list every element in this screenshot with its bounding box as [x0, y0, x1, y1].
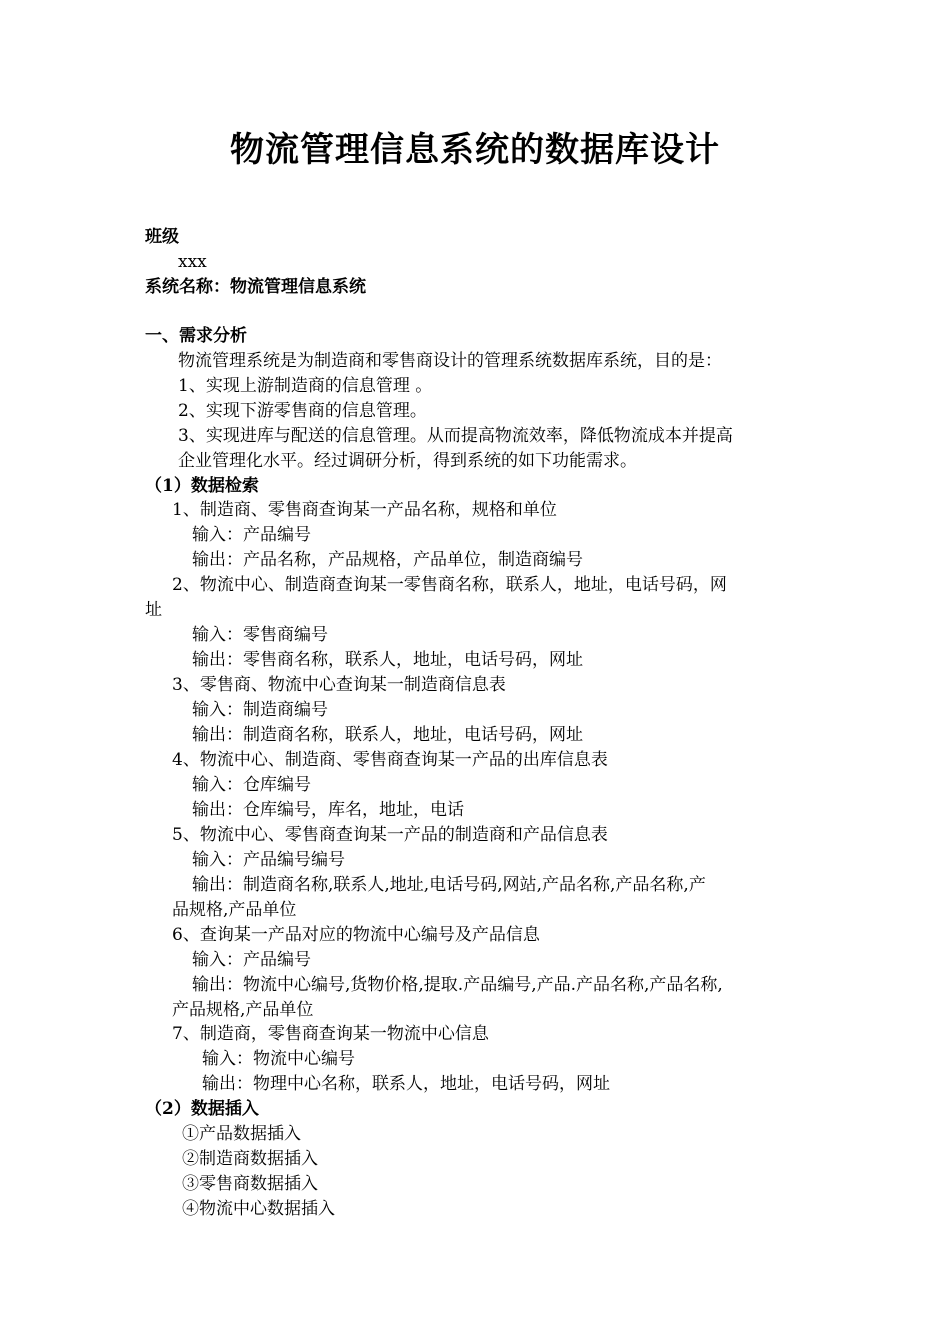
retrieval-item: 2、物流中心、制造商查询某一零售商名称，联系人，地址，电话号码，网 — [172, 575, 727, 595]
retrieval-item: 3、零售商、物流中心查询某一制造商信息表 — [172, 675, 506, 695]
insertion-item: ①产品数据插入 — [182, 1124, 301, 1144]
retrieval-item: 7、制造商，零售商查询某一物流中心信息 — [172, 1024, 489, 1044]
retrieval-input: 输入：产品编号 — [192, 950, 311, 970]
retrieval-output-cont: 品规格,产品单位 — [172, 900, 297, 920]
retrieval-item: 4、物流中心、制造商、零售商查询某一产品的出库信息表 — [172, 750, 608, 770]
retrieval-input: 输入：零售商编号 — [192, 625, 328, 645]
system-name: 系统名称：物流管理信息系统 — [145, 277, 366, 297]
retrieval-output: 输出：物理中心名称，联系人，地址，电话号码，网址 — [202, 1074, 610, 1094]
retrieval-output: 输出：制造商名称，联系人，地址，电话号码，网址 — [192, 725, 583, 745]
subsection-heading-insertion: （2）数据插入 — [145, 1099, 259, 1119]
retrieval-input: 输入：制造商编号 — [192, 700, 328, 720]
retrieval-item: 6、查询某一产品对应的物流中心编号及产品信息 — [172, 925, 540, 945]
class-label: 班级 — [145, 227, 179, 247]
document-title: 物流管理信息系统的数据库设计 — [230, 130, 720, 170]
intro-paragraph: 物流管理系统是为制造商和零售商设计的管理系统数据库系统，目的是： — [178, 351, 722, 371]
retrieval-output-cont: 产品规格,产品单位 — [172, 1000, 314, 1020]
retrieval-item: 5、物流中心、零售商查询某一产品的制造商和产品信息表 — [172, 825, 608, 845]
insertion-item: ④物流中心数据插入 — [182, 1199, 335, 1219]
intro-item-1: 1、实现上游制造商的信息管理 。 — [178, 376, 433, 396]
retrieval-output: 输出：物流中心编号,货物价格,提取.产品编号,产品.产品名称,产品名称, — [192, 975, 723, 995]
retrieval-output: 输出：产品名称，产品规格，产品单位，制造商编号 — [192, 550, 583, 570]
retrieval-input: 输入：物流中心编号 — [202, 1049, 355, 1069]
retrieval-item: 1、制造商、零售商查询某一产品名称，规格和单位 — [172, 500, 557, 520]
retrieval-output: 输出：零售商名称，联系人，地址，电话号码，网址 — [192, 650, 583, 670]
intro-item-3: 3、实现进库与配送的信息管理。从而提高物流效率，降低物流成本并提高 — [178, 426, 733, 446]
retrieval-input: 输入：产品编号编号 — [192, 850, 345, 870]
subsection-heading-retrieval: （1）数据检索 — [145, 476, 259, 496]
retrieval-output: 输出：制造商名称,联系人,地址,电话号码,网站,产品名称,产品名称,产 — [192, 875, 706, 895]
retrieval-input: 输入：产品编号 — [192, 525, 311, 545]
retrieval-input: 输入：仓库编号 — [192, 775, 311, 795]
retrieval-item-cont: 址 — [145, 600, 162, 620]
intro-item-3-cont: 企业管理化水平。经过调研分析，得到系统的如下功能需求。 — [178, 451, 637, 471]
insertion-item: ②制造商数据插入 — [182, 1149, 318, 1169]
intro-item-2: 2、实现下游零售商的信息管理。 — [178, 401, 427, 421]
retrieval-output: 输出：仓库编号，库名，地址，电话 — [192, 800, 464, 820]
section-heading-requirements: 一、需求分析 — [145, 326, 247, 346]
insertion-item: ③零售商数据插入 — [182, 1174, 318, 1194]
class-value: xxx — [178, 252, 207, 272]
